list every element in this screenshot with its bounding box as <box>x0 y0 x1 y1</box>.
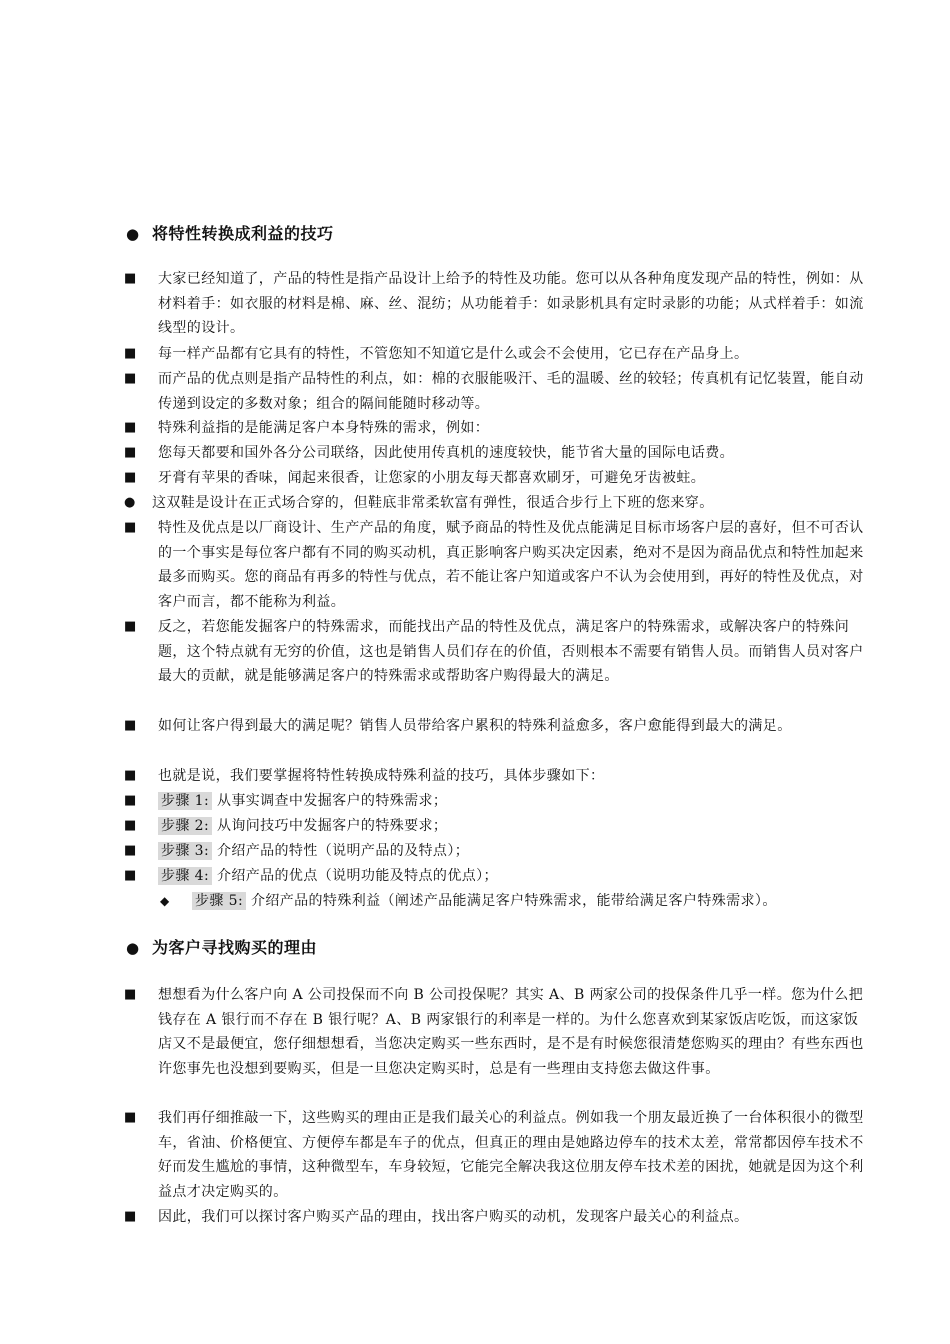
bullet-square-icon: ■ <box>124 718 137 733</box>
step-label: 步骤 2: <box>158 817 212 835</box>
bullet-square-icon: ■ <box>124 818 137 833</box>
list-item: ■ 因此，我们可以探讨客户购买产品的理由，找出客户购买的动机，发现客户最关心的利益点。 <box>124 1205 864 1230</box>
bullet-square-icon: ■ <box>124 843 137 858</box>
step-label: 步骤 4: <box>158 867 212 885</box>
bullet-square-icon: ■ <box>124 445 137 460</box>
list-item: ■ 如何让客户得到最大的满足呢？销售人员带给客户累积的特殊利益愈多，客户愈能得到最大的满足。 <box>124 714 864 739</box>
bullet-square-icon: ■ <box>124 1209 137 1224</box>
bullet-square-icon: ■ <box>124 420 137 435</box>
bullet-square-icon: ■ <box>124 987 137 1002</box>
bullet-square-icon: ■ <box>124 520 137 535</box>
step-item: ■ 步骤 3: 介绍产品的特性（说明产品的及特点）； <box>124 839 884 864</box>
list-item: ■ 您每天都要和国外各分公司联络，因此使用传真机的速度较快，能节省大量的国际电话费。 <box>124 441 864 466</box>
list-item: ● 这双鞋是设计在正式场合穿的，但鞋底非常柔软富有弹性，很适合步行上下班的您来穿。 <box>124 491 864 516</box>
step-item: ■ 步骤 1: 从事实调查中发掘客户的特殊需求； <box>124 789 884 814</box>
bullet-square-icon: ■ <box>124 619 137 634</box>
list-item: ■ 牙膏有苹果的香味，闻起来很香，让您家的小朋友每天都喜欢刷牙，可避免牙齿被蛀。 <box>124 466 864 491</box>
step-item: ◆ 步骤 5: 介绍产品的特殊利益（阐述产品能满足客户特殊需求，能带给满足客户特殊需求）。 <box>124 889 884 914</box>
list-item: ■ 而产品的优点则是指产品特性的利点，如：棉的衣服能吸汗、毛的温暖、丝的较轻；传真机有记忆装置，能自动传递到设定的多数对象；组合的隔间能随时移动等。 <box>124 367 864 416</box>
section-title: 为客户寻找购买的理由 <box>152 938 318 957</box>
bullet-square-icon: ■ <box>124 371 137 386</box>
section-heading <box>126 222 334 246</box>
bullet-square-icon: ■ <box>124 271 137 286</box>
list-item: ■ 大家已经知道了，产品的特性是指产品设计上给予的特性及功能。您可以从各种角度发现产品的特性，例如：从材料着手：如衣服的材料是棉、麻、丝、混纺；从功能着手：如录影机具有定时录影的功能；从式样着手：如流线型的设计。 <box>124 267 864 341</box>
list-item: ■ 我们再仔细推敲一下，这些购买的理由正是我们最关心的利益点。例如我一个朋友最近换了一台体积很小的微型车，省油、价格便宜、方便停车都是车子的优点，但真正的理由是她路边停车的技术太差，常常都因停车技术不好而发生尴尬的事情，这种微型车，车身较短，它能完全解决我这位朋友停车技术差的困扰，她就是因为这个利益点才决定购买的。 <box>124 1106 864 1205</box>
step-item: ■ 步骤 4: 介绍产品的优点（说明功能及特点的优点）； <box>124 864 884 889</box>
bullet-square-icon: ■ <box>124 1110 137 1125</box>
section-heading <box>126 936 317 960</box>
bullet-circle-icon: ● <box>124 495 136 510</box>
step-item: ■ 步骤 2: 从询问技巧中发掘客户的特殊要求； <box>124 814 884 839</box>
list-item: ■ 每一样产品都有它具有的特性，不管您知不知道它是什么或会不会使用，它已存在产品身上。 <box>124 342 864 367</box>
list-item: ■ 想想看为什么客户向 A 公司投保而不向 B 公司投保呢？其实 A、B 两家公司的投保条件几乎一样。您为什么把钱存在 A 银行而不存在 B 银行呢？A、B 两家银行的利率是一样的。为什么您喜欢到某家饭店吃饭，而这家饭店又不是最便宜，您仔细想想看，当您决定购买一些东西时，是不是有时候您很清楚您购买的理由？有些东西也许您事先也没想到要购买，但是一旦您决定购买时，总是有一些理由支持您去做这件事。 <box>124 983 864 1082</box>
list-item: ■ 也就是说，我们要掌握将特性转换成特殊利益的技巧，具体步骤如下： <box>124 764 864 789</box>
section-title: 将特性转换成利益的技巧 <box>152 224 334 243</box>
bullet-circle-icon: ● <box>126 225 140 243</box>
step-label: 步骤 3: <box>158 842 212 860</box>
bullet-square-icon: ■ <box>124 346 137 361</box>
list-item: ■ 特性及优点是以厂商设计、生产产品的角度，赋予商品的特性及优点能满足目标市场客户层的喜好，但不可否认的一个事实是每位客户都有不同的购买动机，真正影响客户购买决定因素，绝对不是因为商品优点和特性加起来最多而购买。您的商品有再多的特性与优点，若不能让客户知道或客户不认为会使用到，再好的特性及优点，对客户而言，都不能称为利益。 <box>124 516 864 615</box>
bullet-square-icon: ■ <box>124 868 137 883</box>
bullet-circle-icon: ● <box>126 939 140 957</box>
bullet-square-icon: ■ <box>124 793 137 808</box>
bullet-square-icon: ■ <box>124 470 137 485</box>
step-label: 步骤 5: <box>192 892 246 910</box>
step-label: 步骤 1: <box>158 792 212 810</box>
bullet-diamond-icon: ◆ <box>160 894 170 908</box>
list-item: ■ 特殊利益指的是能满足客户本身特殊的需求，例如： <box>124 416 864 441</box>
bullet-square-icon: ■ <box>124 768 137 783</box>
list-item: ■ 反之，若您能发掘客户的特殊需求，而能找出产品的特性及优点，满足客户的特殊需求，或解决客户的特殊问题，这个特点就有无穷的价值，这也是销售人员们存在的价值，否则根本不需要有销售人员。而销售人员对客户最大的贡献，就是能够满足客户的特殊需求或帮助客户购得最大的满足。 <box>124 615 864 689</box>
